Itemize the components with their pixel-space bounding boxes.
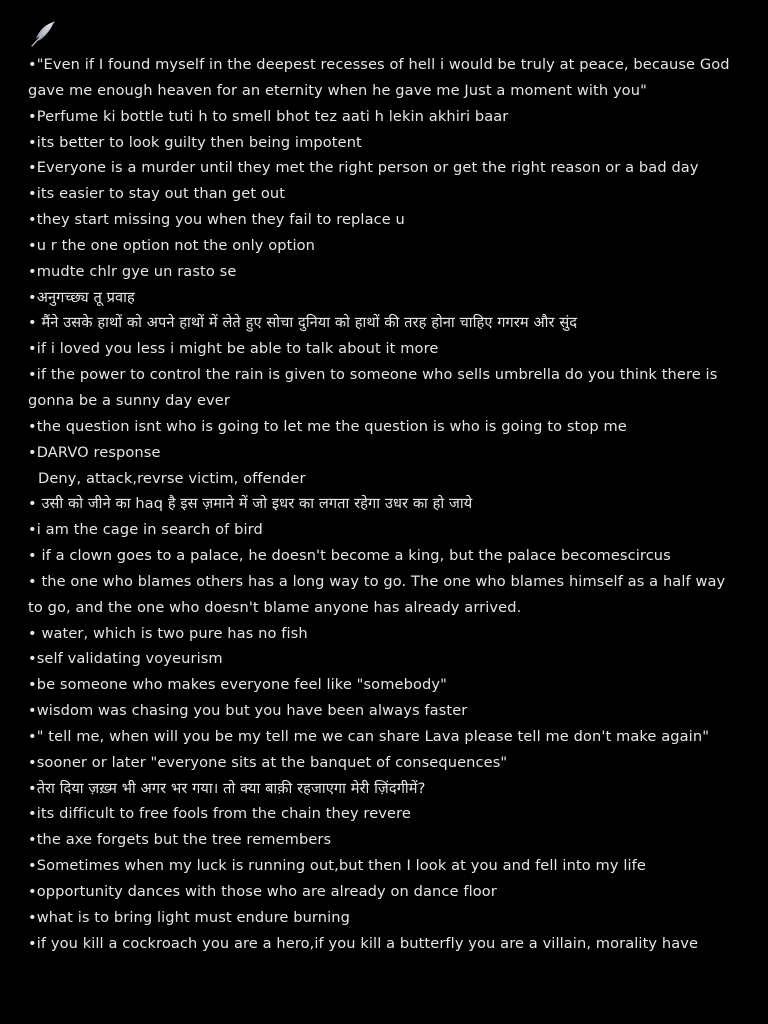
note-line: •they start missing you when they fail to replace u [28,211,405,229]
note-line: •mudte chlr gye un rasto se [28,262,237,280]
note-line: Deny, attack,revrse victim, offender [38,469,306,487]
note-line: •its better to look guilty then being impotent [28,133,362,151]
note-line: •i am the cage in search of bird [28,521,263,539]
note-line: •wisdom was chasing you but you have been always faster [28,702,468,720]
note-line: •तेरा दिया ज़ख़्म भी अगर भर गया। तो क्या बाक़ी रहजाएगा मेरी ज़िंदगीमें? [28,779,426,797]
notes-text [28,52,740,957]
note-line: • मैंने उसके हाथों को अपने हाथों में लेते हुए सोचा दुनिया को हाथों की तरह होना चाहिए गगरम और सुंद [28,314,578,332]
note-line: •what is to bring light must endure burning [28,908,350,926]
note-line: •the axe forgets but the tree remembers [28,831,332,849]
note-line: •Sometimes when my luck is running out,but then I look at you and fell into my life [28,857,646,875]
note-line: •its difficult to free fools from the chain they revere [28,805,411,823]
note-line: • the one who blames others has a long way to go. The one who blames himself as a half way to go, and the one who doesn't blame anyone has already arrived. [28,572,726,616]
note-line: • if a clown goes to a palace, he doesn't become a king, but the palace becomescircus [28,547,671,565]
note-line: • water, which is two pure has no fish [28,624,308,642]
note-line: •if the power to control the rain is given to someone who sells umbrella do you think there is gonna be a sunny day ever [28,366,718,409]
note-body [28,20,740,957]
note-line: • उसी को जीने का haq है इस ज़माने में जो इधर का लगता रहेगा उधर का हो जाये [28,495,473,513]
note-line: •its easier to stay out than get out [28,185,286,203]
note-line: •Perfume ki bottle tuti h to smell bhot tez aati h lekin akhiri baar [28,107,509,125]
note-line: •be someone who makes everyone feel like "somebody" [28,676,447,694]
note-line: •u r the one option not the only option [28,236,315,254]
note-line: •"Even if I found myself in the deepest recesses of hell i would be truly at peace, because God gave me enough heaven for an eternity when he gave me Just a moment with you" [28,56,730,99]
note-line: •opportunity dances with those who are already on dance floor [28,883,497,900]
note-line: •if i loved you less i might be able to talk about it more [28,340,439,358]
note-line: •DARVO response [28,443,161,461]
note-line: •if you kill a cockroach you are a hero,if you kill a butterfly you are a villain, morality have [28,934,699,952]
quill-feather-icon [29,20,57,48]
note-line: •sooner or later "everyone sits at the banquet of consequences" [28,753,508,771]
note-line: •" tell me, when will you be my tell me we can share Lava please tell me don't make again" [28,727,710,745]
note-line: •the question isnt who is going to let me the question is who is going to stop me [28,417,627,435]
note-line: •अनुगच्छ्य तू प्रवाह [28,288,135,306]
note-line: •self validating voyeurism [28,650,223,668]
note-line: •Everyone is a murder until they met the right person or get the right reason or a bad day [28,159,699,177]
